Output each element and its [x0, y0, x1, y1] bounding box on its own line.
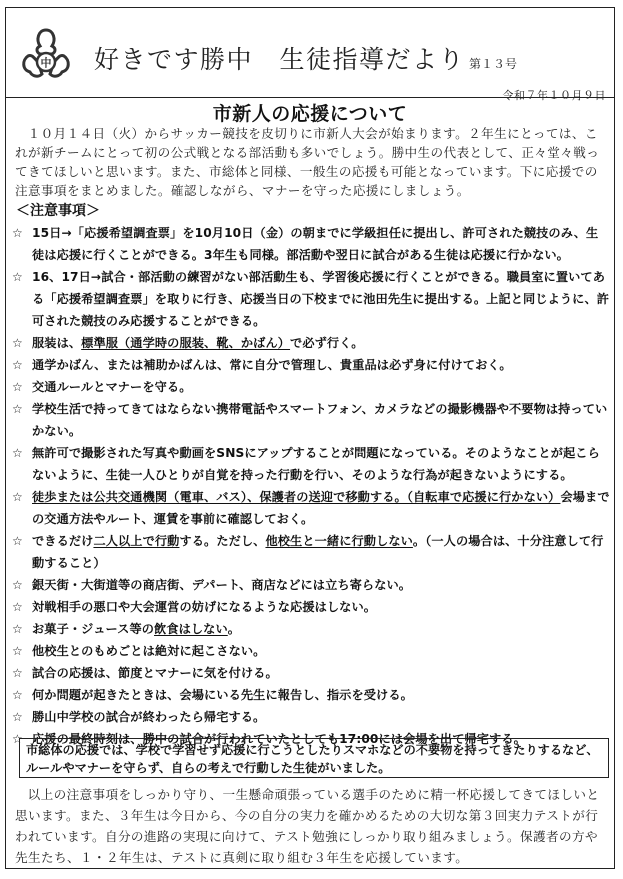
note-item: [10, 266, 610, 332]
star-bullet-icon: ☆: [12, 710, 23, 724]
note-text: できるだけ: [32, 534, 94, 548]
notes-list: [10, 222, 610, 750]
article-headline: 市新人の応援について: [212, 103, 408, 125]
note-item: [10, 354, 610, 376]
star-bullet-icon: ☆: [12, 666, 23, 680]
star-bullet-icon: ☆: [12, 578, 23, 592]
note-text: 無許可で撮影された写真や動画をSNSにアップすることが問題になっている。そのようなことが起こらないように、生徒一人ひとりが自覚を持った行動を行い、そのような行為が起きないようにする。: [32, 446, 600, 482]
star-bullet-icon: ☆: [12, 446, 23, 460]
notes-heading: ＜注意事項＞: [16, 203, 100, 219]
note-item: [10, 222, 610, 266]
note-item: [10, 486, 610, 530]
note-text: 。: [227, 622, 241, 636]
note-item: [10, 662, 610, 684]
note-item: [10, 574, 610, 596]
note-item: [10, 530, 610, 574]
star-bullet-icon: ☆: [12, 534, 23, 548]
underlined-emphasis: 飲食はしない: [154, 622, 228, 636]
closing-paragraph: 以上の注意事項をしっかり守り、一生懸命頑張っている選手のために精一杯応援してきてほしいと思います。また、３年生は今日から、今の自分の実力を確かめるための大切な第３回実力テストが行われています。自分の進路の実現に向けて、テスト勉強にしっかり取り組みましょう。保護者の方や先生たち、１・２年生は、テストに真剣に取り組む３年生を応援しています。: [15, 787, 600, 865]
note-text: 16、17日→試合・部活動の練習がない部活動生も、学習後応援に行くことができる。職員室に置いてある「応援希望調査票」を取りに行き、応援当日の下校までに池田先生に提出する。上記と同じように、許可された競技のみ応援することができる。: [32, 270, 610, 328]
note-item: [10, 640, 610, 662]
note-text: 試合の応援は、節度とマナーに気を付ける。: [32, 666, 278, 680]
underlined-emphasis: 他校生と一緒に行動しない: [265, 534, 413, 548]
note-item: [10, 398, 610, 442]
note-text: 他校生とのもめごとは絶対に起こさない。: [32, 644, 266, 658]
star-bullet-icon: ☆: [12, 380, 23, 394]
note-text: お菓子・ジュース等の: [32, 622, 155, 636]
note-text: 交通ルールとマナーを守る。: [32, 380, 192, 394]
note-text: 会場までの交通方法やルート、運賃を事前に確認しておく。: [32, 490, 610, 526]
note-text: 銀天街・大街道等の商店街、デパート、商店などには立ち寄らない。: [32, 578, 412, 592]
star-bullet-icon: ☆: [12, 600, 23, 614]
note-item: [10, 376, 610, 398]
intro-paragraph: １０月１４日（火）からサッカー競技を皮切りに市新人大会が始まります。２年生にとっては、これが新チームにとって初の公式戦となる部活動も多いでしょう。勝中生の代表として、正々堂々戦ってきてほしいと思います。また、市総体と同様、一般生の応援も可能となっています。下に応援での注意事項をまとめました。確認しながら、マナーを守った応援にしましょう。: [15, 126, 600, 198]
note-text: 応援の最終時刻は、勝中の試合が行われていたとしても17:00には会場を出て帰宅する。: [32, 732, 526, 746]
note-text: 服装は、: [32, 336, 82, 350]
star-bullet-icon: ☆: [12, 402, 23, 416]
note-item: [10, 596, 610, 618]
note-text: 学校生活で持ってきてはならない携帯電話やスマートフォン、カメラなどの撮影機器や不要物は持っていかない。: [32, 402, 608, 438]
note-item: [10, 618, 610, 640]
warning-box: 市総体の応援では、学校で学習せず応援に行こうとしたりスマホなどの不要物を持ってきたりするなど、ルールやマナーを守らず、自らの考えで行動した生徒がいました。: [19, 738, 609, 778]
newsletter-header: [5, 7, 615, 102]
star-bullet-icon: ☆: [12, 226, 23, 240]
star-bullet-icon: ☆: [12, 688, 23, 702]
underlined-emphasis: 標準服（通学時の服装、靴、かばん）: [81, 336, 291, 350]
underlined-emphasis: 二人以上で行動: [93, 534, 180, 548]
note-text: 勝山中学校の試合が終わったら帰宅する。: [32, 710, 266, 724]
note-text: 15日→「応援希望調査票」を10月10日（金）の朝までに学級担任に提出し、許可された競技のみ、生徒は応援に行くことができる。3年生も同様。部活動や翌日に試合がある生徒は応援に行かない。: [32, 226, 599, 262]
svg-text:中: 中: [40, 56, 52, 70]
star-bullet-icon: ☆: [12, 490, 23, 504]
title-text: 好きです勝中 生徒指導だより: [94, 45, 466, 74]
note-text: 。（一人の場合は、十分注意して行動すること）: [32, 534, 604, 570]
article-body: [5, 97, 615, 869]
note-text: で必ず行く。: [290, 336, 364, 350]
note-text: 何か問題が起きたときは、会場にいる先生に報告し、指示を受ける。: [32, 688, 413, 702]
note-text: する。ただし、: [179, 534, 266, 548]
note-item: [10, 332, 610, 354]
newsletter-title: [94, 40, 517, 76]
note-item: [10, 684, 610, 706]
star-bullet-icon: ☆: [12, 644, 23, 658]
star-bullet-icon: ☆: [12, 732, 23, 746]
star-bullet-icon: ☆: [12, 336, 23, 350]
star-bullet-icon: ☆: [12, 270, 23, 284]
note-item: [10, 706, 610, 728]
star-bullet-icon: ☆: [12, 358, 23, 372]
underlined-emphasis: 徒歩または公共交通機関（電車、バス）、保護者の送迎で移動する。（自転車で応援に行かない）: [32, 490, 561, 504]
star-bullet-icon: ☆: [12, 622, 23, 636]
school-crest-icon: [18, 26, 74, 84]
note-item: [10, 442, 610, 486]
note-text: 通学かばん、または補助かばんは、常に自分で管理し、貴重品は必ず身に付けておく。: [32, 358, 512, 372]
issue-number: 第１３号: [469, 57, 518, 71]
note-text: 対戦相手の悪口や大会運営の妨げになるような応援はしない。: [32, 600, 377, 614]
issue-date: 令和７年１０月９日: [502, 89, 606, 102]
